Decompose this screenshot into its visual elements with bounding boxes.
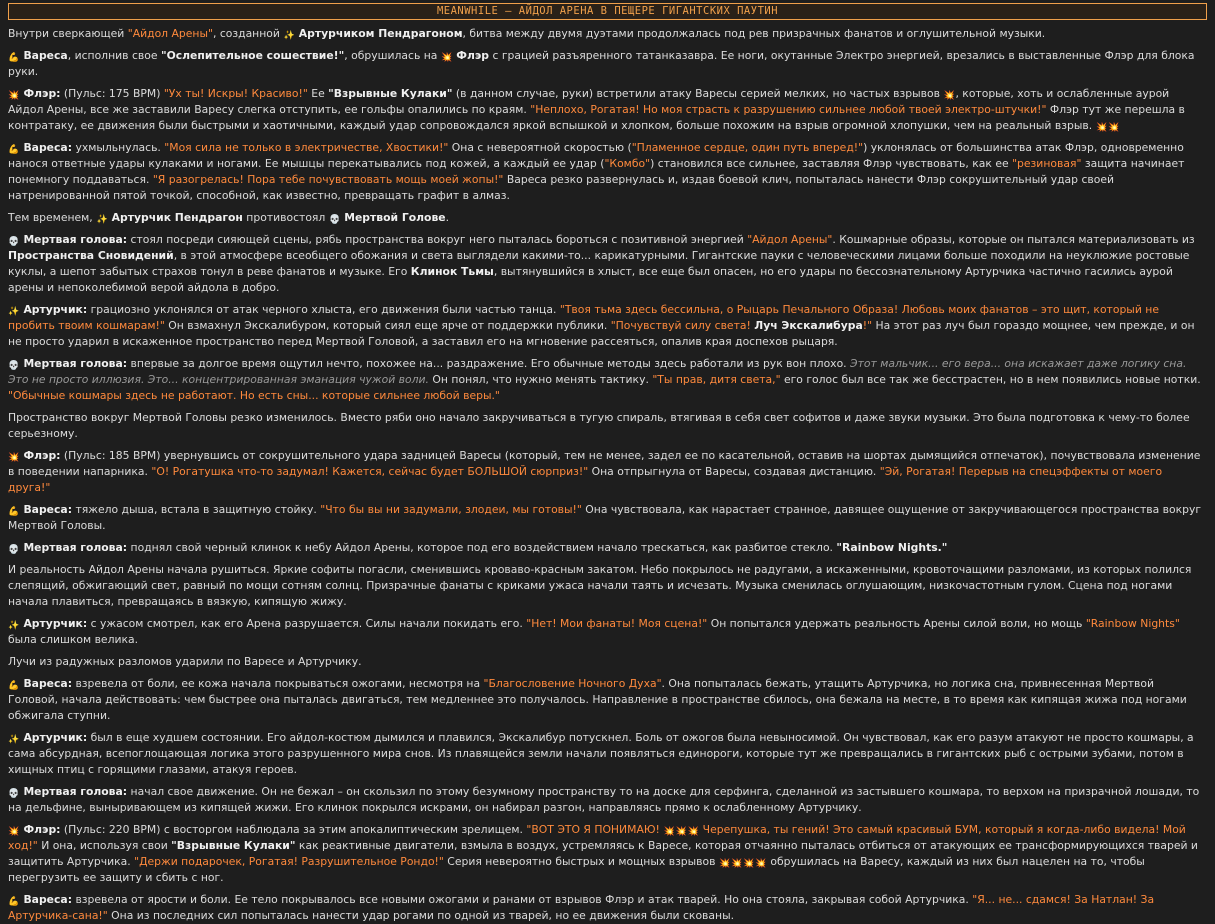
paragraph: Лучи из радужных разломов ударили по Варесе и Артурчику.	[8, 655, 362, 668]
sparkles-icon: ✨	[96, 215, 108, 225]
flexed-arm-icon: 💪	[8, 681, 20, 691]
paragraph: ✨ Артурчик: был в еще худшем состоянии. Его айдол-костюм дымился и плавился, Экскалибур потускнел. Боль от ожогов была невыносимой. Он чувствовал, как его разум атакуют не просто кошмары, а сама абсурдная, всепоглощающая логика этого разрушенного мира снов. Из плавящейся земли начали появляться единороги, которые тут же превращались в гигантских рыб с острыми зубами, потом в хищных птиц с горящими глазами, атакуя героев.	[8, 731, 1194, 776]
paragraph: ✨ Артурчик: с ужасом смотрел, как его Арена разрушается. Силы начали покидать его. "Нет! Мои фанаты! Моя сцена!" Он попытался удержать реальность Арены силой воли, но мощь "Rainbow Nights" была слишком велика.	[8, 617, 1180, 646]
skull-icon: 💀	[8, 789, 20, 799]
skull-icon: 💀	[8, 361, 20, 371]
paragraph: 💪 Вареса: взревела от ярости и боли. Ее тело покрывалось все новыми ожогами и ранами от взрывов Флэр и атак тварей. Но она стояла, закрывая собой Артурчика. "Я... не... сдамся! За Натлан! За Артурчика-сана!" Она из последних сил попыталась нанести удар рогами по одной из тварей, но ее движения были скованы.	[8, 893, 1155, 922]
scene-header: MEANWHILE – АЙДОЛ АРЕНА В ПЕЩЕРЕ ГИГАНТСКИХ ПАУТИН	[8, 3, 1207, 20]
paragraph: ✨ Артурчик: грациозно уклонялся от атак черного хлыста, его движения были частью танца. "Твоя тьма здесь бессильна, о Рыцарь Печального Образа! Любовь моих фанатов – это щит, который не пробить твоим кошмарам!" Он взмахнул Экскалибуром, который сиял еще ярче от поддержки публики. "Почувствуй силу света! Луч Экскалибура!" На этот раз луч был гораздо мощнее, чем прежде, и он не просто ударил в искаженное пространство перед Мертвой Головой, а заставил его на мгновение рассеяться, опалив края доспехов рыцаря.	[8, 303, 1195, 348]
paragraph: 💀 Мертвая голова: впервые за долгое время ощутил нечто, похожее на... раздражение. Его обычные методы здесь работали из рук вон плохо. Этот мальчик... его вера... она искажает даже логику сна. Это не просто иллюзия. Это... концентрированная эманация чужой воли. Он понял, что нужно менять тактику. "Ты прав, дитя света," его голос был все так же бесстрастен, но в нем появились новые нотки. "Обычные кошмары здесь не работают. Но есть сны... которые сильнее любой веры."	[8, 357, 1201, 402]
paragraph: 💪 Вареса: взревела от боли, ее кожа начала покрываться ожогами, несмотря на "Благословение Ночного Духа". Она попыталась бежать, утащить Артурчика, но логика сна, привнесенная Мертвой Головой, начала действовать: чем быстрее она пыталась двигаться, тем медленнее это получалось. Направление в пространстве сбилось, она бежала на месте, в то время как кипящая жижа под ногами обжигала ступни.	[8, 677, 1187, 722]
explosion-icon: 💥	[8, 827, 20, 837]
paragraph: Пространство вокруг Мертвой Головы резко изменилось. Вместо ряби оно начало закручиваться в тугую спираль, втягивая в себя свет софитов и даже звуки музыки. Это была подготовка к чему-то более серьезному.	[8, 411, 1190, 440]
paragraph: 💀 Мертвая голова: стоял посреди сияющей сцены, рябь пространства вокруг него пыталась бороться с позитивной энергией "Айдол Арены". Кошмарные образы, которые он пытался материализовать из Пространства Сновидений, в этой атмосфере всеобщего обожания и света выглядели какими-то... карикатурными. Гигантские пауки с человеческими лицами больше походили на неуклюжие ростовые куклы, а шепот забытых страхов тонул в реве фанатов и музыке. Его Клинок Тьмы, вытянувшийся в хлыст, все еще был опасен, но его удары по бессознательному Артурчика частично гасились аурой арены и непоколебимой верой айдола в добро.	[8, 233, 1195, 294]
skull-icon: 💀	[329, 215, 341, 225]
explosion-icon: 💥	[719, 859, 731, 869]
paragraph: 💪 Вареса: ухмыльнулась. "Моя сила не только в электричестве, Хвостики!" Она с невероятной скоростью ("Пламенное сердце, один путь вперед!") уклонялась от большинства атак Флэр, одновременно нанося ответные удары кулаками и ногами. Ее мышцы перекатывались под кожей, а каждый ее удар ("Комбо") становился все сильнее, заставляя Флэр чувствовать, как ее "резиновая" защита начинает понемногу поддаваться. "Я разогрелась! Пора тебе почувствовать мощь моей жопы!" Вареса резко развернулась и, издав боевой клич, попыталась нанести Флэр сокрушительный удар своей натренированной пятой точкой, способной, как известно, превращать графит в алмаз.	[8, 141, 1185, 202]
explosion-icon: 💥	[663, 827, 675, 837]
paragraph: 💪 Вареса, исполнив свое "Ослепительное сошествие!", обрушилась на 💥 Флэр с грацией разъяренного татанказавра. Ее ноги, окутанные Электро энергией, врезались в выставленные Флэр для блока руки.	[8, 49, 1195, 78]
explosion-icon: 💥	[1108, 123, 1120, 133]
paragraph: 💥 Флэр: (Пульс: 185 BPM) увернувшись от сокрушительного удара задницей Варесы (который, тем не менее, задел ее по касательной, оставив на шортах дымящийся отпечаток), почувствовала изменение в поведении напарника. "О! Рогатушка что-то задумал! Кажется, сейчас будет БОЛЬШОЙ сюрприз!" Она отпрыгнула от Варесы, создавая дистанцию. "Эй, Рогатая! Перерыв на спецэффекты от моего друга!"	[8, 449, 1201, 494]
explosion-icon: 💥	[8, 453, 20, 463]
flexed-arm-icon: 💪	[8, 53, 20, 63]
paragraph: 💀 Мертвая голова: начал свое движение. Он не бежал – он скользил по этому безумному пространству то на доске для серфинга, сделанной из застывшего кошмара, то верхом на призрачной лошади, то на дельфине, выныривающем из кипящей жижи. Его клинок покрылся искрами, он набирал разгон, направляясь прямо к ослабленному Артурчику.	[8, 785, 1200, 814]
paragraph: 💥 Флэр: (Пульс: 175 BPM) "Ух ты! Искры! Красиво!" Ее "Взрывные Кулаки" (в данном случае, руки) встретили атаку Варесы серией мелких, но частых взрывов 💥, которые, хоть и ослабленные аурой Айдол Арены, все же заставили Варесу слегка отступить, ее гольфы опалились по краям. "Неплохо, Рогатая! Но моя страсть к разрушению сильнее любой твоей электро-штучки!" Флэр тут же перешла в контратаку, ее движения были быстрыми и хаотичными, каждый удар сопровождался яркой вспышкой и хлопком, больше похожим на взрыв огромной хлопушки, чем на реальный взрыв. 💥💥	[8, 87, 1185, 133]
paragraph: Тем временем, ✨ Артурчик Пендрагон противостоял 💀 Мертвой Голове.	[8, 211, 450, 225]
explosion-icon: 💥	[675, 827, 687, 837]
paragraph: 💥 Флэр: (Пульс: 220 BPM) с восторгом наблюдала за этим апокалиптическим зрелищем. "ВОТ ЭТО Я ПОНИМАЮ! 💥💥💥 Черепушка, ты гений! Это самый красивый БУМ, который я когда-либо видела! Мой ход!" И она, используя свои "Взрывные Кулаки" как реактивные двигатели, взмыла в воздух, устремляясь к Варесе, которая отчаянно пыталась отбиться от атакующих ее трансформирующихся тварей и защитить Артурчика. "Держи подарочек, Рогатая! Разрушительное Рондо!" Серия невероятно быстрых и мощных взрывов 💥💥💥💥 обрушилась на Варесу, каждый из них был нацелен на то, чтобы перегрузить ее защиту и сбить с ног.	[8, 823, 1198, 884]
explosion-icon: 💥	[943, 91, 956, 101]
sparkles-icon: ✨	[8, 621, 20, 631]
flexed-arm-icon: 💪	[8, 145, 20, 155]
paragraph: Внутри сверкающей "Айдол Арены", созданной ✨ Артурчиком Пендрагоном, битва между двумя дуэтами продолжалась под рев призрачных фанатов и оглушительной музыки.	[8, 27, 1046, 41]
flexed-arm-icon: 💪	[8, 897, 20, 907]
explosion-icon: 💥	[731, 859, 743, 869]
sparkles-icon: ✨	[8, 735, 20, 745]
explosion-icon: 💥	[755, 859, 767, 869]
explosion-icon: 💥	[1096, 123, 1108, 133]
paragraph: И реальность Айдол Арены начала рушиться. Яркие софиты погасли, сменившись кроваво-красным закатом. Небо покрылось не радугами, а искаженными, кровоточащими разломами, из которых полился слепящий, обжигающий свет, равный по мощи сотням солнц. Призрачные фанаты с криками ужаса начали таять и исчезать. Музыка сменилась оглушающим, низкочастотным гулом. Сцена под ногами начала плавиться, превращаясь в вязкую, кипящую жижу.	[8, 563, 1192, 608]
sparkles-icon: ✨	[283, 31, 295, 41]
sparkles-icon: ✨	[8, 307, 20, 317]
flexed-arm-icon: 💪	[8, 507, 20, 517]
explosion-icon: 💥	[743, 859, 755, 869]
explosion-icon: 💥	[8, 91, 20, 101]
skull-icon: 💀	[8, 545, 20, 555]
skull-icon: 💀	[8, 237, 20, 247]
paragraph: 💪 Вареса: тяжело дыша, встала в защитную стойку. "Что бы вы ни задумали, злодеи, мы готовы!" Она чувствовала, как нарастает странное, давящее ощущение от закручивающегося пространства вокруг Мертвой Головы.	[8, 503, 1202, 532]
explosion-icon: 💥	[441, 53, 453, 63]
paragraph: 💀 Мертвая голова: поднял свой черный клинок к небу Айдол Арены, которое под его воздействием начало трескаться, как разбитое стекло. "Rainbow Nights."	[8, 541, 948, 555]
explosion-icon: 💥	[687, 827, 699, 837]
